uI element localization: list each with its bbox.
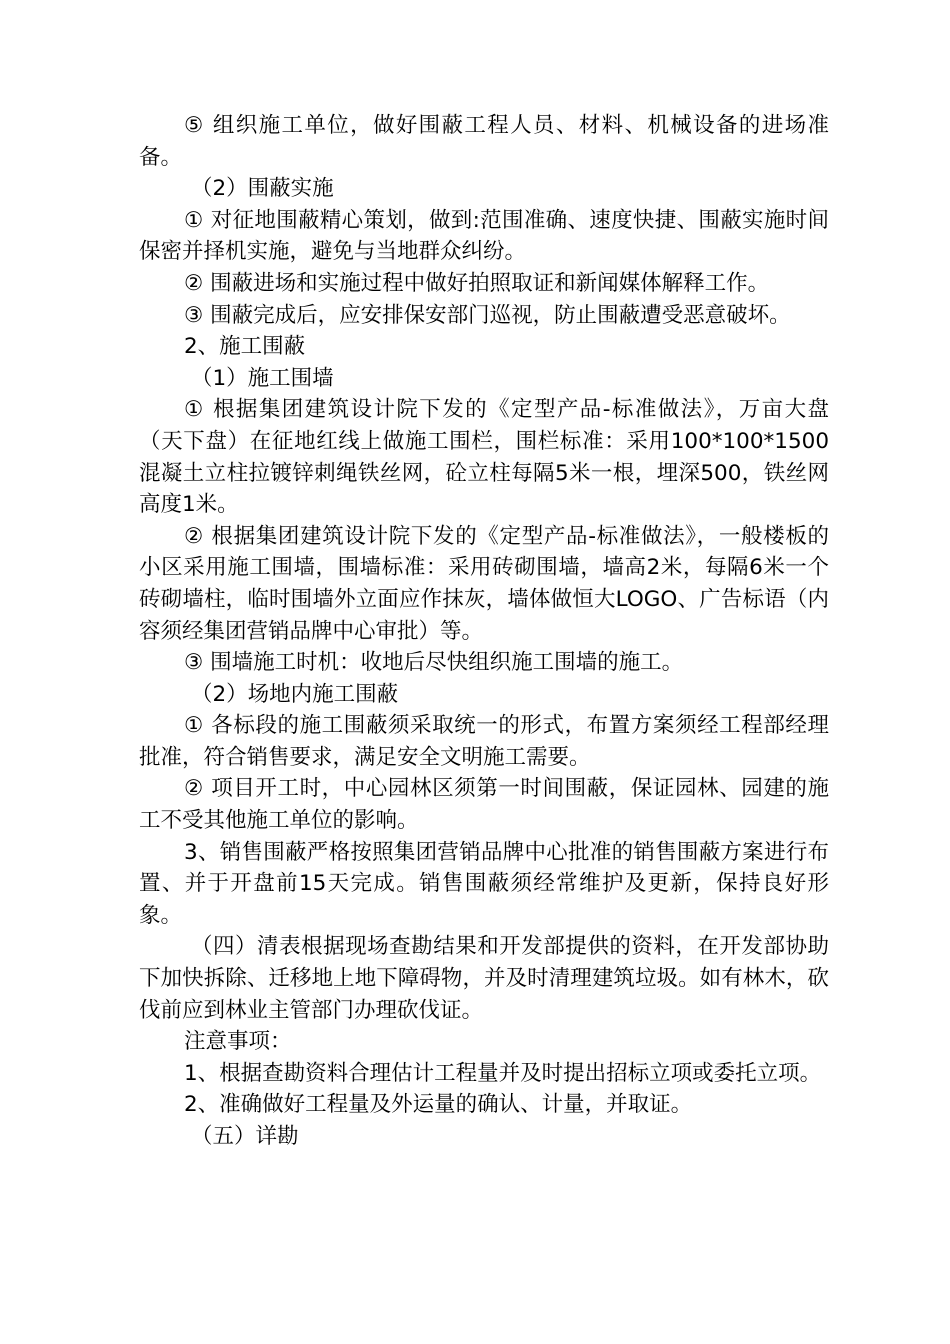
paragraph: 3、销售围蔽严格按照集团营销品牌中心批准的销售围蔽方案进行布置、并于开盘前15天完成。销售围蔽须经常维护及更新，保持良好形象。 [139,839,829,928]
paragraph: ② 围蔽进场和实施过程中做好拍照取证和新闻媒体解释工作。 [184,270,770,296]
paragraph: ② 根据集团建筑设计院下发的《定型产品-标准做法》，一般楼板的小区采用施工围墙，围墙标准：采用砖砌围墙，墙高2米，每隔6米一个砖砌墙柱，临时围墙外立面应作抹灰，墙体做恒大LOGO、广告标语（内容须经集团营销品牌中心审批）等。 [139,523,829,644]
paragraph: ① 根据集团建筑设计院下发的《定型产品-标准做法》，万亩大盘（天下盘）在征地红线上做施工围栏，围栏标准：采用100*100*1500混凝土立柱拉镀锌刺绳铁丝网，砼立柱每隔5米一根，埋深500，铁丝网高度1米。 [139,397,829,518]
paragraph: ① 对征地围蔽精心策划，做到:范围准确、速度快捷、围蔽实施时间保密并择机实施，避免与当地群众纠纷。 [139,207,829,265]
section-heading: （1）施工围墙 [191,365,334,391]
paragraph: ⑤ 组织施工单位，做好围蔽工程人员、材料、机械设备的进场准备。 [139,113,829,170]
document-page [139,110,829,1153]
paragraph: （四）清表根据现场查勘结果和开发部提供的资料，在开发部协助下加快拆除、迁移地上地下障碍物，并及时清理建筑垃圾。如有林木，砍伐前应到林业主管部门办理砍伐证。 [139,934,829,1023]
section-heading: （2）场地内施工围蔽 [191,681,399,707]
paragraph: 1、根据查勘资料合理估计工程量并及时提出招标立项或委托立项。 [184,1060,822,1086]
section-heading: 2、施工围蔽 [184,334,306,360]
section-heading: （2）围蔽实施 [191,176,334,202]
paragraph: ① 各标段的施工围蔽须采取统一的形式，布置方案须经工程部经理批准，符合销售要求，满足安全文明施工需要。 [139,713,829,770]
paragraph: 2、准确做好工程量及外运量的确认、计量，并取证。 [184,1092,693,1118]
paragraph: ③ 围蔽完成后，应安排保安部门巡视，防止围蔽遭受恶意破坏。 [184,302,791,328]
paragraph: ③ 围墙施工时机：收地后尽快组织施工围墙的施工。 [184,650,684,676]
section-heading: （五）详勘 [191,1124,299,1149]
notes-heading: 注意事项： [184,1029,292,1055]
paragraph: ② 项目开工时，中心园林区须第一时间围蔽，保证园林、园建的施工不受其他施工单位的影响。 [139,776,829,834]
